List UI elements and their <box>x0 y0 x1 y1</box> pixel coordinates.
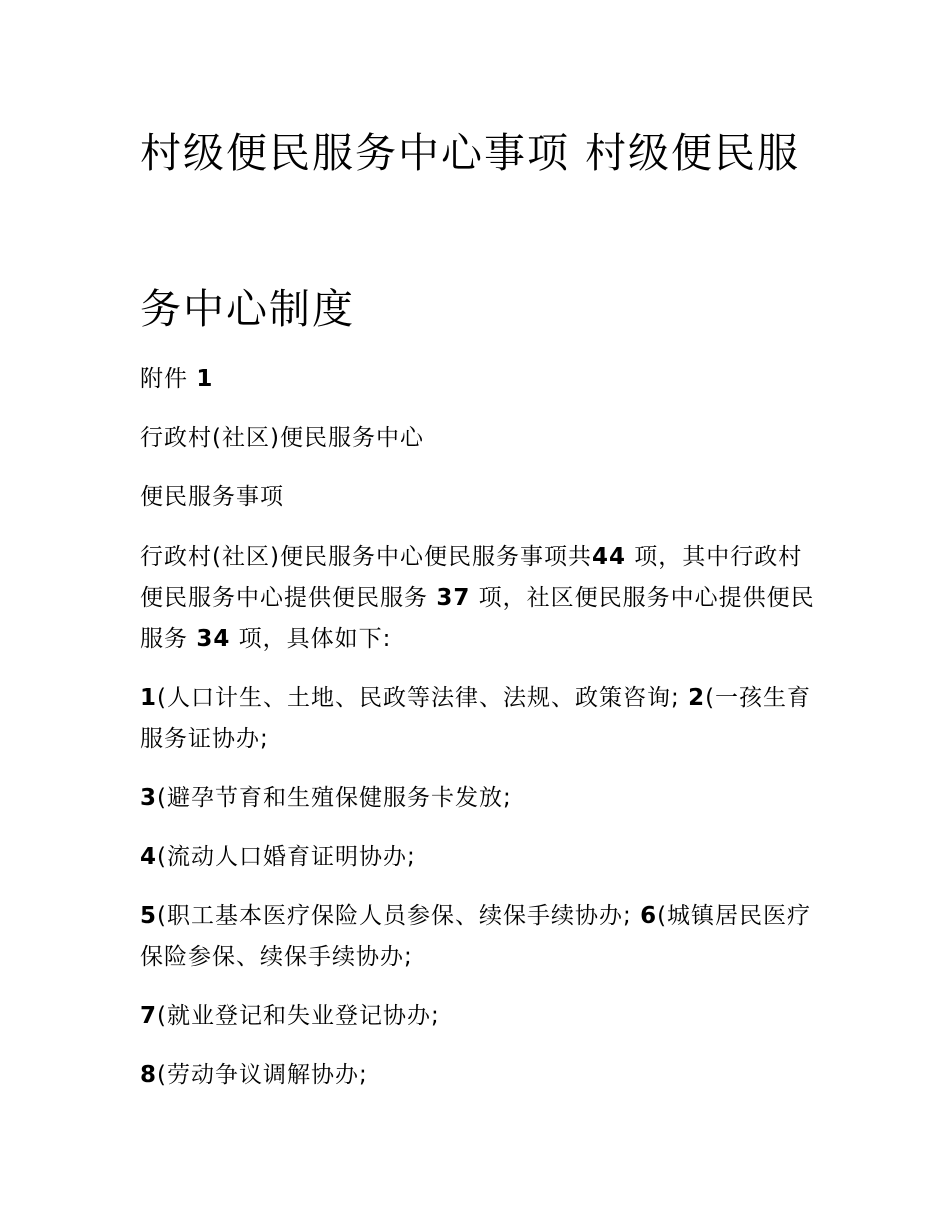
list-item <box>140 778 820 819</box>
item-number: 7 <box>140 1003 158 1029</box>
intro-community-count: 34 <box>196 626 231 652</box>
intro-text-2: 项，其中行政村便民服务中心提供便民服务 <box>140 544 803 611</box>
intro-text-4: 项，具体如下: <box>238 626 392 652</box>
heading-service-items: 便民服务事项 <box>140 484 284 510</box>
document-title-continued: 务中心制度 <box>140 285 355 333</box>
item-number: 2 <box>688 685 706 711</box>
item-number: 5 <box>140 903 158 929</box>
item-number: 8 <box>140 1062 158 1088</box>
attachment-number: 1 <box>196 366 214 392</box>
item-text: (一孩生育服务证协办; <box>140 685 812 752</box>
list-item <box>140 1055 820 1096</box>
item-text: (城镇居民医疗保险参保、续保手续协办; <box>140 903 812 970</box>
heading-service-center: 行政村(社区)便民服务中心 <box>140 425 424 451</box>
item-text: (避孕节育和生殖保健服务卡发放; <box>157 785 512 811</box>
item-text: (人口计生、土地、民政等法律、法规、政策咨询; <box>157 685 680 711</box>
list-item <box>140 996 820 1037</box>
item-number: 3 <box>140 785 158 811</box>
intro-text-3: 项，社区便民服务中心提供便民服务 <box>140 585 815 652</box>
intro-total-count: 44 <box>591 544 626 570</box>
item-text: (流动人口婚育证明协办; <box>157 844 416 870</box>
list-item <box>140 678 820 760</box>
item-number: 4 <box>140 844 158 870</box>
item-text: (就业登记和失业登记协办; <box>157 1003 440 1029</box>
intro-village-count: 37 <box>436 585 471 611</box>
item-text: (职工基本医疗保险人员参保、续保手续协办; <box>157 903 632 929</box>
item-number: 6 <box>640 903 658 929</box>
item-number: 1 <box>140 685 158 711</box>
attachment-label: 附件 <box>140 366 188 392</box>
intro-text-1: 行政村(社区)便民服务中心便民服务事项共 <box>140 544 592 570</box>
document-title: 村级便民服务中心事项 村级便民服 <box>140 129 801 177</box>
attachment-label-line <box>140 359 820 400</box>
list-item <box>140 896 820 978</box>
intro-paragraph <box>140 537 820 660</box>
list-item <box>140 837 820 878</box>
item-text: (劳动争议调解协办; <box>157 1062 368 1088</box>
